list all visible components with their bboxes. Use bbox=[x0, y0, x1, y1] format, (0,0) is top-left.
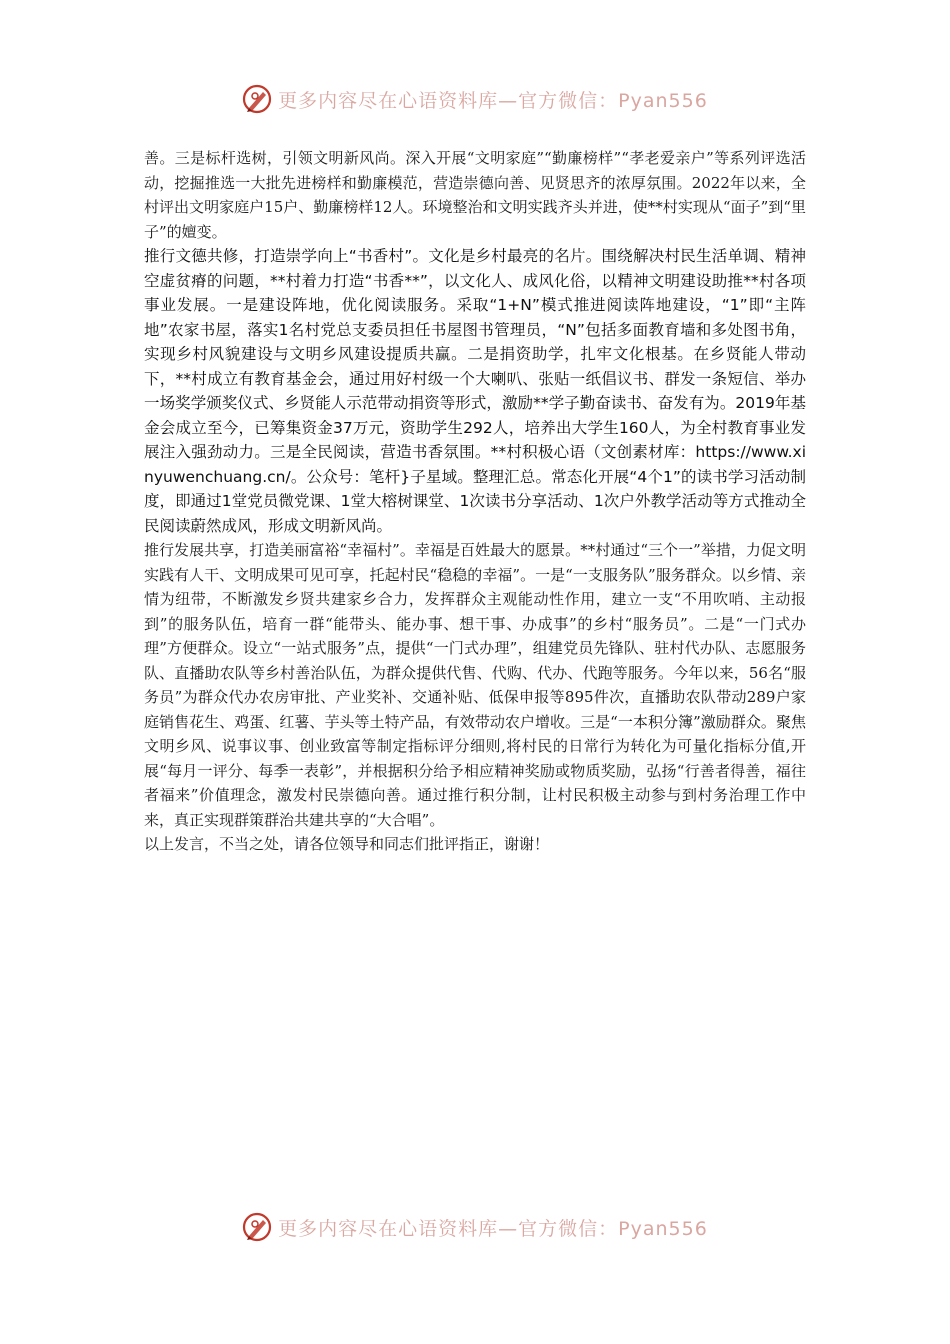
footer-text: 更多内容尽在心语资料库—官方微信：Pyan556 bbox=[278, 1217, 708, 1240]
paragraph-2: 推行文德共修，打造崇学向上“书香村”。文化是乡村最亮的名片。围绕解决村民生活单调、精神空虚贫瘠的问题，**村着力打造“书香**”，以文化人、成风化俗，以精神文明建设助推**村各项事业发展。一是建设阵地，优化阅读服务。采取“1+N”模式推进阅读阵地建设，“1”即“主阵地”农家书屋，落实1名村党总支委员担任书屋图书管理员，“N”包括多面教育墙和多处图书角，实现乡村风貌建设与文明乡风建设提质共赢。二是捐资助学，扎牢文化根基。在乡贤能人带动下，**村成立有教育基金会，通过用好村级一个大喇叭、张贴一纸倡议书、群发一条短信、举办一场奖学颁奖仪式、乡贤能人示范带动捐资等形式，激励**学子勤奋读书、奋发有为。2019年基金会成立至今，已筹集资金37万元，资助学生292人，培养出大学生160人，为全村教育事业发展注入强劲动力。三是全民阅读，营造书香氛围。**村积极心语（文创素材库：https://www.xinyuwenchuang.cn/。公众号：笔杆}子星域。整理汇总。常态化开展“4个1”的读书学习活动制度，即通过1堂党员微党课、1堂大榕树课堂、1次读书分享活动、1次户外教学活动等方式推动全民阅读蔚然成风，形成文明新风尚。 bbox=[144, 247, 806, 535]
header-watermark bbox=[0, 84, 950, 114]
paragraph-1: 善。三是标杆选树，引领文明新风尚。深入开展“文明家庭”“勤廉榜样”“孝老爱亲户”等系列评选活动，挖掘推选一大批先进榜样和勤廉模范，营造崇德向善、见贤思齐的浓厚氛围。2022年以来，全村评出文明家庭户15户、勤廉榜样12人。环境整治和文明实践齐头并进，使**村实现从“面子”到“里子”的嬗变。 bbox=[144, 149, 806, 241]
footer-watermark bbox=[0, 1212, 950, 1242]
pen-logo-icon bbox=[242, 84, 272, 114]
header-text: 更多内容尽在心语资料库—官方微信：Pyan556 bbox=[278, 89, 708, 112]
paragraph-3: 推行发展共享，打造美丽富裕“幸福村”。幸福是百姓最大的愿景。**村通过“三个一”举措，力促文明实践有人干、文明成果可见可享，托起村民“稳稳的幸福”。一是“一支服务队”服务群众。以乡情、亲情为纽带，不断激发乡贤共建家乡合力，发挥群众主观能动性作用，建立一支“不用吹哨、主动报到”的服务队伍，培育一群“能带头、能办事、想干事、办成事”的乡村“服务员”。二是“一门式办理”方便群众。设立“一站式服务”点，提供“一门式办理”，组建党员先锋队、驻村代办队、志愿服务队、直播助农队等乡村善治队伍，为群众提供代售、代购、代办、代跑等服务。今年以来，56名“服务员”为群众代办农房审批、产业奖补、交通补贴、低保申报等895件次，直播助农队带动289户家庭销售花生、鸡蛋、红薯、芋头等土特产品，有效带动农户增收。三是“一本积分簿”激励群众。聚焦文明乡风、说事议事、创业致富等制定指标评分细则,将村民的日常行为转化为可量化指标分值,开展“每月一评分、每季一表彰”，并根据积分给予相应精神奖励或物质奖励，弘扬“行善者得善，福往者福来”价值理念，激发村民崇德向善。通过推行积分制，让村民积极主动参与到村务治理工作中来，真正实现群策群治共建共享的“大合唱”。 bbox=[144, 541, 806, 829]
paragraph-4: 以上发言，不当之处，请各位领导和同志们批评指正，谢谢！ bbox=[144, 835, 550, 853]
pen-logo-icon bbox=[242, 1212, 272, 1242]
document-body bbox=[144, 146, 806, 857]
